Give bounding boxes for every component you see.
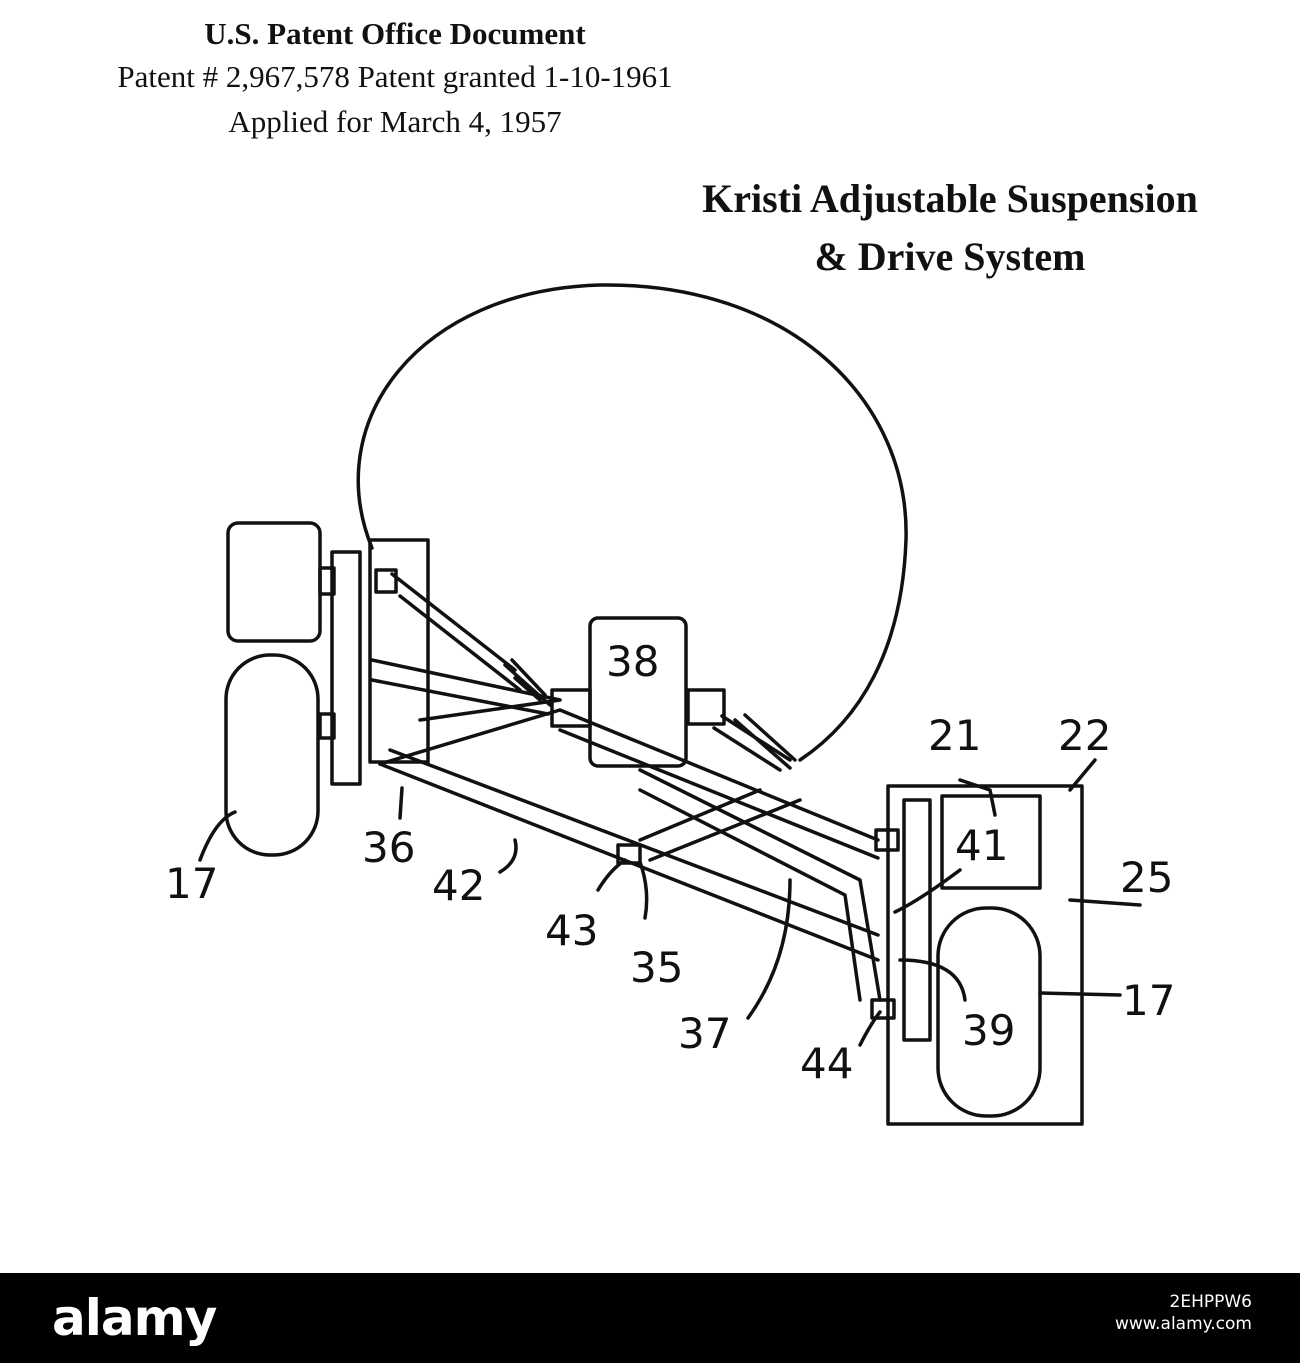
title-line-1: Kristi Adjustable Suspension	[702, 176, 1198, 221]
stock-image-id: 2EHPPW6	[1169, 1292, 1252, 1312]
upper-arm	[392, 574, 520, 690]
watermark-footer	[0, 1273, 1300, 1363]
label-44: 44	[800, 1039, 854, 1088]
label-43: 43	[545, 906, 599, 955]
leader-42	[500, 840, 516, 872]
label-42: 42	[432, 861, 486, 910]
left-wheel	[226, 655, 318, 855]
label-17-right: 17	[1122, 976, 1176, 1025]
leader-44	[860, 1012, 880, 1045]
left-vertical-plate	[332, 552, 360, 784]
right-plate	[904, 800, 930, 1040]
label-21: 21	[928, 711, 982, 760]
label-17-left: 17	[165, 859, 219, 908]
left-frame-upright	[370, 540, 428, 762]
label-36: 36	[362, 823, 416, 872]
label-38: 38	[606, 637, 660, 686]
large-drum-outline	[358, 285, 906, 760]
label-22: 22	[1058, 711, 1112, 760]
label-37: 37	[678, 1009, 732, 1058]
header-office-line: U.S. Patent Office Document	[204, 16, 586, 51]
leader-39	[900, 960, 965, 1000]
center-coupler-right	[688, 690, 724, 724]
left-upper-block	[228, 523, 320, 641]
stock-info	[1115, 1291, 1252, 1335]
label-39: 39	[962, 1006, 1016, 1055]
lower-a-frame	[372, 660, 560, 764]
long-tube-upper	[380, 750, 878, 960]
label-35: 35	[630, 943, 684, 992]
leader-17-right	[1040, 993, 1120, 995]
header-patent-line: Patent # 2,967,578 Patent granted 1-10-1961	[117, 59, 673, 94]
label-41: 41	[955, 821, 1009, 870]
alamy-logo: alamy	[52, 1289, 217, 1347]
leader-43	[598, 860, 625, 890]
stock-site-url: www.alamy.com	[1114, 1314, 1252, 1334]
title-line-2: & Drive System	[814, 234, 1086, 279]
leader-17-left	[200, 812, 235, 860]
header-applied-line: Applied for March 4, 1957	[228, 104, 562, 139]
label-25: 25	[1120, 853, 1174, 902]
knuckle-44	[872, 1000, 894, 1018]
leader-36	[400, 788, 402, 818]
